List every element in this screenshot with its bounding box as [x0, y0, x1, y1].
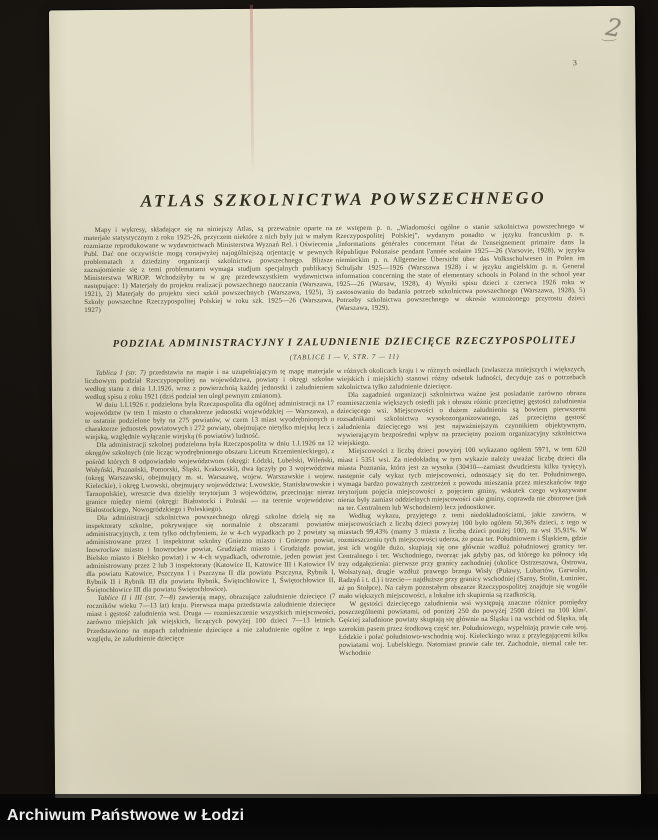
body-paragraph: Miejscowości z liczbą dzieci powyżej 100 wykazano ogółem 5971, w tem 620 miast i 5351 wsi. Za niedokładną w tym wykazie należy uważać liczbę dzieci dla miasta Poznania, która jest za wysoka (30410—zamiast dwudziestu kilku tysięcy), następnie cały wykaz tych miejscowości, odnoszący się do ter. Południowego, wymaga bardzo poważnych zastrzeżeń z powodu mieszania przez mieszkańców tego terytorjum pojęcia miejscowości z pojęciem gminy, wskutek czego wykazywane nieraz były zamiast oddzielnych miejscowości całe gminy, coprawda nie zbiorowe (jak na ter. Centralnem lub Wschodniem) lecz jednostkowe.: [337, 446, 587, 512]
body-paragraph: Dla administracji szkolnictwa powszechnego okręgi szkolne dzielą się na inspektoraty szkolne, pokrywające się normalnie z obszarami powiatów administracyjnych, z tem tylko odchyleniem, że w 4-ch wypadkach po 2 powiaty są administrowane przez 1 inspektorat szkolny (Gniezno miasto i Gniezno powiat, Inowrocław miasto i Inowrocław powiat, Grudziądz miasto i Grudziądz powiat, Bielsko miasto i Bielsko powiat) i w 4-ch wypadkach, odwrotnie, jeden powiat jest administrowany przez 2 lub 3 inspektoraty (Katowice II, Katowice III i Katowice IV dla powiatu Katowice, Pszczyna I i Pszczyna II dla powiatu Pszczyna, Rybnik I, Rybnik II i Rybnik III dla powiatu Rybnik, Świętochłowice I, Świętochłowice II, Świętochłowice III dla powiatu Świętochłowice).: [85, 512, 336, 595]
intro-paragraph: Mapy i wykresy, składające się na niniejszy Atlas, są przeważnie oparte na materjale statystycznym z roku 1925-26, przyczem niektóre z nich były już w małym rozmiarze reprodukowane w wydawnictwach Ministerstwa Wyznań Rel. i Oświecenia Publ. Dać one oczywiście mogą conajwyżej najogólniejszą orjentację w pewnych problematach z dziedziny organizacji szkolnictwa powszechnego. Bliższe zaznajomienie się z temi problematami wymaga studjum specjalnych publikacyj Ministerstwa WRiOP. Wchodziłyby tu w grę przedewszystkiem wydawnictwa następujące: 1) Materjały do projektu realizacji powszechnego nauczania (Warszawa, 1921), 2) Materjały do projektu sieci szkół powszechnych (Warszawa, 1925), 3) Szkoły powszechne Rzeczypospolitej Polskiej w roku szk. 1925—26 (Warszawa, 1927): [83, 225, 334, 315]
body-paragraph: W gęstości dziecięcego zaludnienia wsi występują znaczne różnice pomiędzy poszczególnemi powiatami, od poniżej 250 do powyżej 2500 dzieci na 100 klm². Gęściej zaludnione powiaty skupiają się głównie na Śląsku i na wschód od Śląska, idą szerokim pasem przez środkową część ter. Południowego, wypełniają prawie całe woj. Łódzkie i połać południowo-wschodnią woj. Kieleckiego wraz z przylegającemi kilku powiatami woj. Lubelskiego. Natomiast prawie całe ter. Zachodnie, niemal całe ter. Wschodnie: [338, 599, 588, 657]
body-paragraph: Dla administracji szkolnej podzielona była Rzeczpospolita w dniu 1.I.1926 na 12 okręgów szkolnych (nie licząc wyodrębnionego obszaru Liceum Krzemienieckiego), z pośród których 8 odpowiadało województwom (okręgi: Łódzki, Lubelski, Wileński, Wołyński, Poznański, Pomorski, Śląski, Krakowski), dwa łączyły po 3 województwa (okręg Warszawski, obejmujący m. st. Warszawę, wojew. Warszawskie i wojew. Kieleckie), i okręg Lwowski, obejmujący województwa: Lwowskie, Stanisławowskie i Tarnopolskie), wreszcie dwa dzieliły terytorjum 3 województw, przecinając nieraz granice między niemi (okręgi: Białostocki i Poleski — na terenie województw: Białostockiego, Nowogródzkiego i Poleskiego).: [85, 440, 335, 514]
document-title: ATLAS SZKOLNICTWA POWSZECHNEGO: [140, 187, 547, 211]
archive-watermark-bar: [0, 798, 658, 840]
section-subheading: (TABLICE I — V, STR. 7 — 11): [289, 352, 400, 362]
body-paragraph: w różnych okolicach kraju i w różnych osiedlach (zwłaszcza mniejszych i większych, wiejskich i miejskich) stanowi różny odsetek ludności, decyduje zaś o potrzebach szkolnictwa tylko zaludnienie dziecięce.: [336, 366, 586, 392]
body-paragraph: W dniu 1.I.1926 r. podzielona była Rzeczpospolita dla ogólnej administracji na 17 województw (w tem 1 miasto o charakterze jednostki wojewódzkiej — Warszawa), a te ostatnie podzielone były na 275 powiatów, w czem 13 miast wyodrębnionych o charakterze jednostek powiatowych i 272 powiaty, obejmujące nietylko miejską lecz i wiejską, względnie wyłącznie wiejską (6 powiatów) ludność.: [85, 400, 335, 442]
intro-column-left: [84, 225, 334, 315]
scan-artifact-line: [250, 5, 254, 177]
body-paragraph: Według wykazu, przyjętego z temi niedokładnościami, jakie zawiera, w miejscowościach z liczbą dzieci powyżej 100 było ogółem 50,36% dzieci, z tego w miastach 99,43% (mamy 3 miasta z liczbą dzieci poniżej 100), na wsi 35,91%. W rozmieszczeniu tych miejscowości uderza, że poza ter. Południowem i Śląskiem, gdzie jest ich wogóle dużo, skupiają się one głównie wzdłuż południowej granicy ter. Centralnego i ter. Wschodniego, tworząc jak gdyby pas, od którego ku północy idą trzy odgałęzienia: pierwsze przy granicy zachodniej (okolice Ostrzeszowa, Ostrowa, Wolsztyna), drugie wzdłuż prawego brzegu Wisły (Puławy, Lubartów, Garwolin, Radzyń i t. d.) i trzecie— najdłuższe przy granicy wschodniej (Sarny, Stolin, Łuniniec, aż po Stołpce). Na całym pozostałym obszarze Rzeczypospolitej znajduje się wogóle mało większych miejscowości, a lokalne ich skupienia są rzadkością.: [337, 510, 588, 601]
archive-watermark-label: Archiwum Państwowe w Łodzi: [7, 807, 245, 824]
scanned-page: [49, 6, 641, 801]
body-column-right: [337, 366, 588, 658]
body-paragraph: Tablica I (str. 7) przedstawia na mapie i na uzupełniającym tę mapę materjale liczbowym podział Rzeczypospolitej na województwa, powiaty i okręgi szkolne według stanu z dnia 1.I.1926, wraz z powierzchnią każdej jednostki i zaludnieniem według spisu z roku 1921 (dziś podział ten uległ pewnym zmianom).: [84, 368, 334, 402]
section-heading: PODZIAŁ ADMINISTRACYJNY I ZALUDNIENIE DZIECIĘCE RZECZYPOSPOLITEJ: [112, 335, 577, 350]
body-column-left: [85, 368, 336, 644]
body-paragraph: Tablice II i III (str. 7—8) zawierają mapy, obrazujące zaludnienie dziecięce (7 roczników wieku 7—13 lat) kraju. Pierwsza mapa przedstawia zaludnienie dziecięce miast i gęstość zaludnienia wsi. Druga — rozmieszczenie wszystkich miejscowości, zarówno miejskich jak wiejskich, liczących powyżej 100 dzieci 7—13 letnich. Przedstawiono na mapach zaludnienie dziecięce a nie zaludnienie ogólne z tego względu, że zaludnienie dziecięce: [86, 593, 336, 643]
page-number: 3: [572, 58, 578, 68]
intro-column-right: [336, 223, 586, 313]
body-paragraph: Dla zagadnień organizacji szkolnictwa ważne jest posiadanie zarówno obrazu rozmieszczenia większych osiedli jak i obrazu różnic przeciętnej gęstości zaludnienia dziecięcego wsi. Miejscowości o dużem zaludnieniu są bowiem pierwszemi rozsadnikami szkolnictwa wysokozorganizowanego, zaś przeciętna gęstość zaludnienia dziecięcego wsi jest najważniejszym czynnikiem objektywnym, wywierającym bezpośredni wpływ na przeciętny poziom organizacyjny szkolnictwa wiejskiego.: [336, 390, 587, 448]
intro-paragraph: ze wstępem p. n. „Wiadomości ogólne o stanie szkolnictwa powszechnego w Rzeczypospolitej Polskiej”, wydanym ponadto w języku francuskim p. n. „Informations générales concernant l'état de l'enseignement primaire dans la République Polonaise pendant l'année scolaire 1925—26 (Varsovie, 1928), w języku niemieckim p. n. Allgemeine Übersicht über das Volksschulwesen in Polen im Schuljahr 1925—1926 (Warszawa 1928) i w języku angielskim p. n. General information concerning the state of elementary schools in Poland in the school year 1925—26 (Warsaw, 1928), 4) Wyniki spisu dzieci z czerwca 1926 roku w zastosowaniu do badania potrzeb szkolnictwa powszechnego (Warszawa, 1928), 5) Potrzeby szkolnictwa powszechnego w okresie wzmożonego przyrostu dzieci (Warszawa, 1929).: [335, 223, 586, 313]
handwritten-pencil-mark: 2: [603, 12, 624, 43]
table-reference: Tablice II i III (str. 7—8): [97, 594, 176, 603]
table-reference: Tablica I (str. 7): [95, 369, 146, 377]
